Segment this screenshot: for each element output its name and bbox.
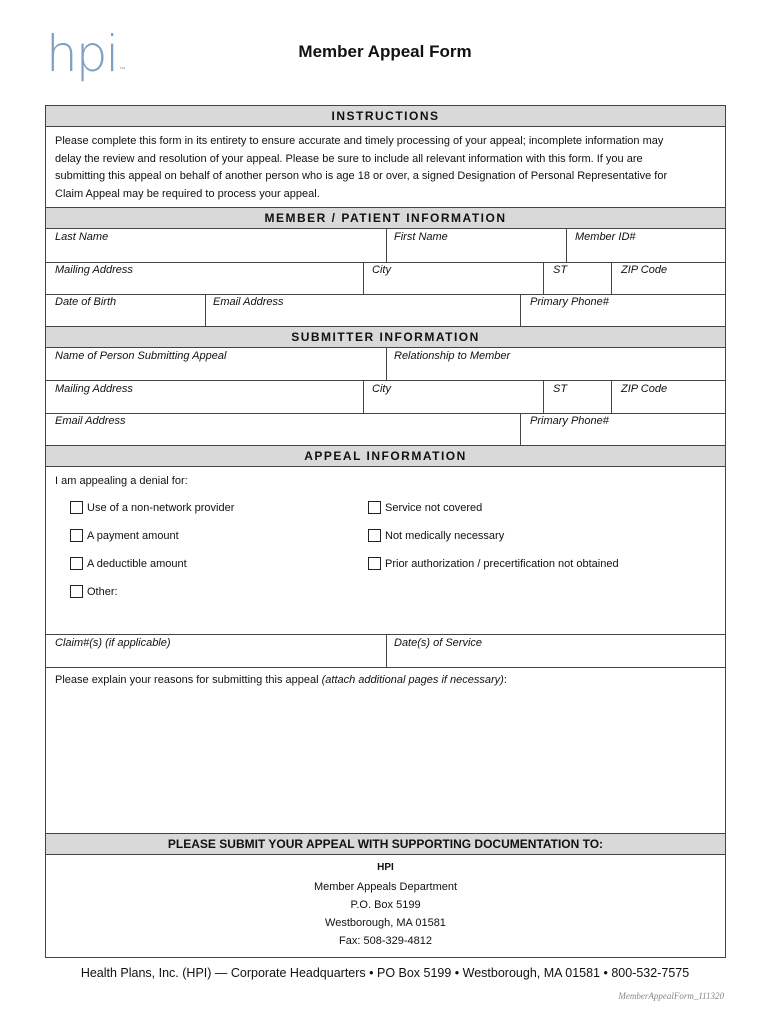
appeal-intro: I am appealing a denial for: bbox=[55, 475, 188, 487]
member-zip-field[interactable]: ZIP Code bbox=[621, 264, 668, 276]
instructions-text bbox=[55, 133, 720, 203]
divider bbox=[46, 413, 725, 414]
service-not-covered-checkbox[interactable] bbox=[368, 501, 381, 514]
prior-authorization-checkbox[interactable] bbox=[368, 557, 381, 570]
service-not-covered-label: Service not covered bbox=[385, 502, 483, 514]
divider bbox=[386, 229, 387, 262]
submitter-mailing-address-field[interactable]: Mailing Address bbox=[55, 383, 133, 395]
member-mailing-address-field[interactable]: Mailing Address bbox=[55, 264, 133, 276]
submit-department: Member Appeals Department bbox=[313, 881, 458, 893]
divider bbox=[543, 262, 544, 294]
divider bbox=[46, 380, 725, 381]
instructions-line: delay the review and resolution of your appeal. Please be sure to include all relevant information with this form. If you are bbox=[55, 152, 643, 165]
submitter-name-field[interactable]: Name of Person Submitting Appeal bbox=[55, 350, 227, 362]
explain-reasons-field[interactable] bbox=[55, 674, 507, 686]
submitter-zip-field[interactable]: ZIP Code bbox=[621, 383, 668, 395]
member-header: MEMBER / PATIENT INFORMATION bbox=[46, 207, 725, 229]
other-checkbox[interactable] bbox=[70, 585, 83, 598]
explain-colon: : bbox=[503, 674, 507, 686]
deductible-amount-checkbox[interactable] bbox=[70, 557, 83, 570]
other-label: Other: bbox=[87, 586, 118, 598]
page-title: Member Appeal Form bbox=[298, 42, 472, 61]
hpi-logo bbox=[46, 24, 125, 100]
payment-amount-label: A payment amount bbox=[87, 530, 179, 542]
submitter-email-field[interactable]: Email Address bbox=[55, 415, 126, 427]
instructions-line: Claim Appeal may be required to process your appeal. bbox=[55, 187, 320, 200]
divider bbox=[611, 262, 612, 294]
divider bbox=[205, 294, 206, 326]
submit-fax: Fax: 508-329-4812 bbox=[339, 935, 432, 947]
not-medically-necessary-checkbox[interactable] bbox=[368, 529, 381, 542]
submit-header: PLEASE SUBMIT YOUR APPEAL WITH SUPPORTING DOCUMENTATION TO: bbox=[46, 833, 725, 855]
not-medically-necessary-label: Not medically necessary bbox=[385, 530, 505, 542]
divider bbox=[520, 413, 521, 445]
divider bbox=[46, 262, 725, 263]
prior-authorization-label: Prior authorization / precertification not obtained bbox=[385, 558, 619, 570]
divider bbox=[46, 294, 725, 295]
submit-po-box: P.O. Box 5199 bbox=[350, 899, 421, 911]
divider bbox=[520, 294, 521, 326]
logo-text: hpi bbox=[46, 25, 118, 83]
form-id: MemberAppealForm_111320 bbox=[618, 991, 724, 1001]
divider bbox=[386, 634, 387, 667]
member-dob-field[interactable]: Date of Birth bbox=[55, 296, 117, 308]
appeal-form bbox=[45, 105, 726, 958]
submit-city: Westborough, MA 01581 bbox=[325, 917, 446, 929]
member-first-name-field[interactable]: First Name bbox=[394, 231, 448, 243]
divider bbox=[363, 262, 364, 294]
non-network-label: Use of a non-network provider bbox=[87, 502, 235, 514]
logo-trademark: ™ bbox=[119, 66, 126, 73]
claim-number-field[interactable]: Claim#(s) (if applicable) bbox=[55, 637, 171, 649]
submitter-relationship-field[interactable]: Relationship to Member bbox=[394, 350, 511, 362]
submitter-header: SUBMITTER INFORMATION bbox=[46, 326, 725, 348]
submitter-city-field[interactable]: City bbox=[372, 383, 391, 395]
member-last-name-field[interactable]: Last Name bbox=[55, 231, 109, 243]
submitter-phone-field[interactable]: Primary Phone# bbox=[530, 415, 609, 427]
service-dates-field[interactable]: Date(s) of Service bbox=[394, 637, 483, 649]
explain-label: Please explain your reasons for submitting this appeal bbox=[55, 674, 322, 686]
submit-org: HPI bbox=[377, 862, 394, 873]
member-city-field[interactable]: City bbox=[372, 264, 391, 276]
divider bbox=[363, 380, 364, 413]
submitter-state-field[interactable]: ST bbox=[553, 383, 568, 395]
footer-address: Health Plans, Inc. (HPI) — Corporate Headquarters • PO Box 5199 • Westborough, MA 01581 • 800-532-7575 bbox=[80, 966, 690, 980]
deductible-amount-label: A deductible amount bbox=[87, 558, 187, 570]
instructions-line: submitting this appeal on behalf of another person who is age 18 or over, a signed Designation of Personal Representative for bbox=[55, 170, 668, 182]
member-phone-field[interactable]: Primary Phone# bbox=[530, 296, 609, 308]
divider bbox=[566, 229, 567, 262]
member-email-field[interactable]: Email Address bbox=[213, 296, 284, 308]
member-state-field[interactable]: ST bbox=[553, 264, 568, 276]
appeal-header: APPEAL INFORMATION bbox=[46, 445, 725, 467]
divider bbox=[386, 348, 387, 380]
non-network-checkbox[interactable] bbox=[70, 501, 83, 514]
instructions-header: INSTRUCTIONS bbox=[46, 106, 725, 127]
member-id-field[interactable]: Member ID# bbox=[575, 231, 636, 243]
instructions-line: Please complete this form in its entirety to ensure accurate and timely processing of your appeal; incomplete information may bbox=[55, 135, 664, 147]
divider bbox=[543, 380, 544, 413]
divider bbox=[611, 380, 612, 413]
divider bbox=[46, 667, 725, 668]
explain-note: (attach additional pages if necessary) bbox=[321, 674, 504, 686]
payment-amount-checkbox[interactable] bbox=[70, 529, 83, 542]
